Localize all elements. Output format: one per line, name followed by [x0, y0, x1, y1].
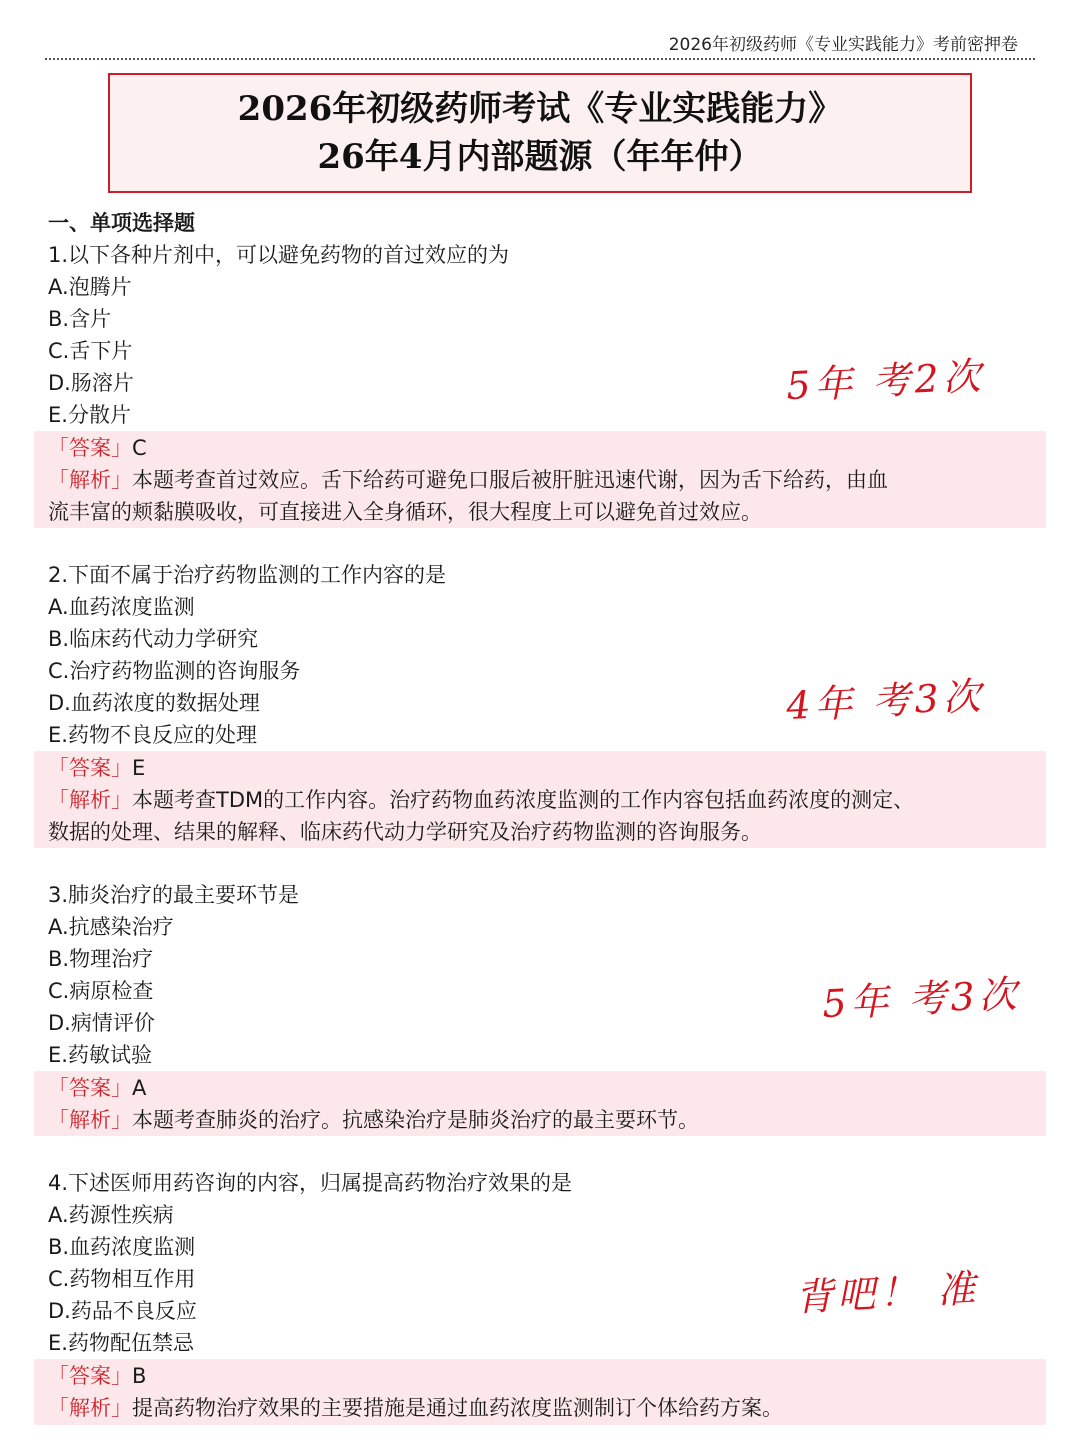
option-a: A.血药浓度监测 [48, 595, 195, 619]
analysis-text: 本题考查首过效应。舌下给药可避免口服后被肝脏迅速代谢，因为舌下给药，由血 [132, 468, 888, 492]
option-d: D.肠溶片 [48, 371, 134, 395]
analysis-text: 提高药物治疗效果的主要措施是通过血药浓度监测制订个体给药方案。 [132, 1396, 783, 1420]
option-e: E.药物配伍禁忌 [48, 1331, 194, 1355]
option-e: E.药物不良反应的处理 [48, 723, 257, 747]
answer-label: 「答案」 [48, 1076, 132, 1100]
answer-line [48, 1072, 1032, 1104]
option-d: D.血药浓度的数据处理 [48, 691, 260, 715]
question-stem: 4.下述医师用药咨询的内容，归属提高药物治疗效果的是 [48, 1171, 573, 1195]
analysis-label: 「解析」 [48, 1108, 132, 1132]
option-a: A.泡腾片 [48, 275, 132, 299]
option-e: E.药敏试验 [48, 1043, 152, 1067]
analysis-continuation: 流丰富的颊黏膜吸收，可直接进入全身循环，很大程度上可以避免首过效应。 [48, 500, 762, 524]
analysis-line [48, 1392, 1032, 1424]
answer-box-1 [34, 431, 1046, 528]
answer-label: 「答案」 [48, 756, 132, 780]
handwritten-note-4: 背吧！ 准 [794, 1266, 981, 1320]
analysis-continuation: 数据的处理、结果的解释、临床药代动力学研究及治疗药物监测的咨询服务。 [48, 820, 762, 844]
analysis-line [48, 1104, 1032, 1136]
title-line-2: 26年4月内部题源（年年仲） [317, 137, 763, 177]
answer-box-3 [34, 1071, 1046, 1136]
answer-box-4 [34, 1359, 1046, 1425]
question-stem: 1.以下各种片剂中，可以避免药物的首过效应的为 [48, 243, 510, 267]
answer-value: E [132, 756, 146, 780]
answer-line [48, 432, 1032, 464]
option-b: B.血药浓度监测 [48, 1235, 196, 1259]
option-b: B.含片 [48, 307, 112, 331]
option-a: A.药源性疾病 [48, 1203, 174, 1227]
option-e: E.分散片 [48, 403, 131, 427]
option-b: B.临床药代动力学研究 [48, 627, 259, 651]
answer-value: C [132, 436, 147, 460]
analysis-text: 本题考查TDM的工作内容。治疗药物血药浓度监测的工作内容包括血药浓度的测定、 [132, 788, 915, 812]
option-c: C.病原检查 [48, 979, 154, 1003]
analysis-label: 「解析」 [48, 1396, 132, 1420]
section-title: 一、单项选择题 [48, 211, 195, 235]
answer-line [48, 752, 1032, 784]
handwritten-note-3: 5年 考3次 [821, 971, 1022, 1027]
analysis-label: 「解析」 [48, 468, 132, 492]
title-box [108, 73, 972, 193]
handwritten-note-1: 5年 考2次 [785, 353, 986, 409]
analysis-line [48, 784, 1032, 816]
analysis-text: 本题考查肺炎的治疗。抗感染治疗是肺炎治疗的最主要环节。 [132, 1108, 699, 1132]
option-a: A.抗感染治疗 [48, 915, 174, 939]
option-c: C.药物相互作用 [48, 1267, 196, 1291]
option-c: C.舌下片 [48, 339, 133, 363]
option-d: D.药品不良反应 [48, 1299, 197, 1323]
title-line-1: 2026年初级药师考试《专业实践能力》 [237, 89, 843, 129]
analysis-line [48, 464, 1032, 496]
answer-box-2 [34, 751, 1046, 848]
running-header: 2026年初级药师《专业实践能力》考前密押卷 [668, 35, 1018, 55]
answer-line [48, 1360, 1032, 1392]
header-divider [45, 58, 1035, 60]
option-c: C.治疗药物监测的咨询服务 [48, 659, 301, 683]
analysis-label: 「解析」 [48, 788, 132, 812]
answer-label: 「答案」 [48, 1364, 132, 1388]
option-d: D.病情评价 [48, 1011, 155, 1035]
answer-label: 「答案」 [48, 436, 132, 460]
question-stem: 2.下面不属于治疗药物监测的工作内容的是 [48, 563, 447, 587]
option-b: B.物理治疗 [48, 947, 154, 971]
answer-value: B [132, 1364, 147, 1388]
question-stem: 3.肺炎治疗的最主要环节是 [48, 883, 300, 907]
handwritten-note-2: 4年 考3次 [785, 673, 986, 729]
answer-value: A [132, 1076, 147, 1100]
